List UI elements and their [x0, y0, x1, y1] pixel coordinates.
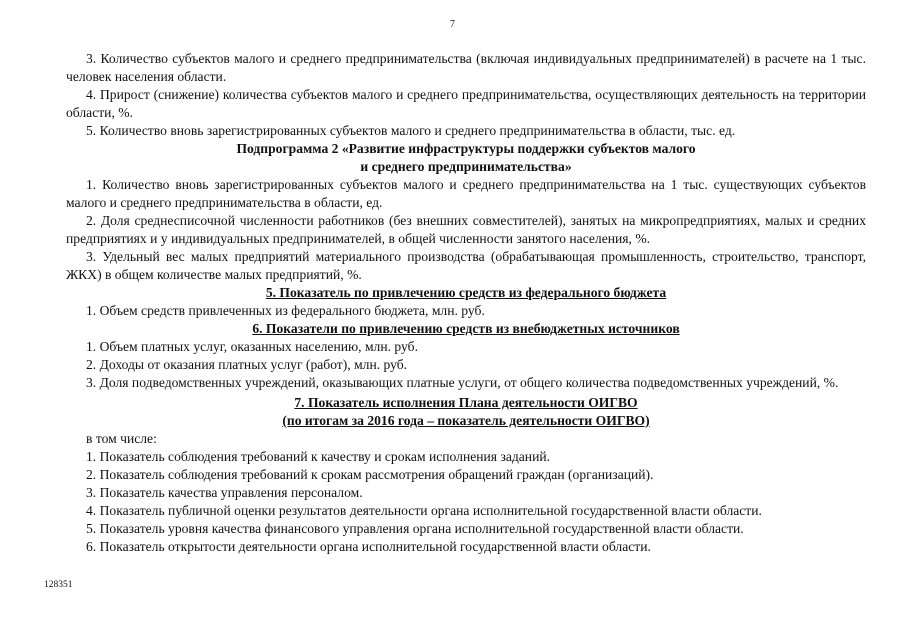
- list-item: 4. Показатель публичной оценки результатов деятельности органа исполнительной государственной власти области.: [86, 503, 762, 518]
- section-7-subtitle: (по итогам за 2016 года – показатель деятельности ОИГВО): [282, 413, 650, 428]
- list-item: 5. Количество вновь зарегистрированных субъектов малого и среднего предпринимательства в области, тыс. ед.: [86, 123, 736, 138]
- document-code: 128351: [44, 580, 73, 590]
- page-number: 7: [450, 19, 455, 30]
- list-item: 3. Количество субъектов малого и среднего предпринимательства (включая индивидуальных предпринимателей) в расчете на 1 тыс. человек населения области.: [66, 51, 866, 84]
- list-item: 1. Объем средств привлеченных из федерального бюджета, млн. руб.: [86, 303, 485, 318]
- list-item: 3. Показатель качества управления персоналом.: [86, 485, 363, 500]
- section-6-title: 6. Показатели по привлечению средств из внебюджетных источников: [252, 321, 680, 336]
- list-item: 6. Показатель открытости деятельности органа исполнительной государственной власти области.: [86, 539, 651, 554]
- subprogram-2-title-cont: и среднего предпринимательства»: [360, 159, 572, 174]
- list-item: 5. Показатель уровня качества финансового управления органа исполнительной государственной власти области.: [86, 521, 744, 536]
- list-item: 1. Показатель соблюдения требований к качеству и срокам исполнения заданий.: [86, 449, 551, 464]
- list-item: 2. Показатель соблюдения требований к срокам рассмотрения обращений граждан (организаций).: [86, 467, 654, 482]
- section-7-title: 7. Показатель исполнения Плана деятельности ОИГВО: [294, 395, 638, 410]
- list-item: 1. Объем платных услуг, оказанных населению, млн. руб.: [86, 339, 418, 354]
- list-item: 3. Доля подведомственных учреждений, оказывающих платные услуги, от общего количества подведомственных учреждений, %.: [86, 375, 839, 390]
- subprogram-2-title: Подпрограмма 2 «Развитие инфраструктуры поддержки субъектов малого: [236, 141, 696, 156]
- list-item: 3. Удельный вес малых предприятий материального производства (обрабатывающая промышленность, строительство, транспорт, ЖКХ) в общем количестве малых предприятий, %.: [66, 249, 866, 282]
- document-body: [66, 50, 866, 556]
- list-item: 1. Количество вновь зарегистрированных субъектов малого и среднего предпринимательства на 1 тыс. существующих субъектов малого и среднего предпринимательства в области, ед.: [66, 177, 866, 210]
- list-item: 2. Доля среднесписочной численности работников (без внешних совместителей), занятых на микропредприятиях, малых и средних предприятиях и у индивидуальных предпринимателей, в общей численности занятого населения, %.: [66, 213, 866, 246]
- section-7-intro: в том числе:: [86, 431, 157, 446]
- list-item: 2. Доходы от оказания платных услуг (работ), млн. руб.: [86, 357, 408, 372]
- list-item: 4. Прирост (снижение) количества субъектов малого и среднего предпринимательства, осуществляющих деятельность на территории области, %.: [66, 87, 866, 120]
- section-5-title: 5. Показатель по привлечению средств из федерального бюджета: [265, 285, 667, 300]
